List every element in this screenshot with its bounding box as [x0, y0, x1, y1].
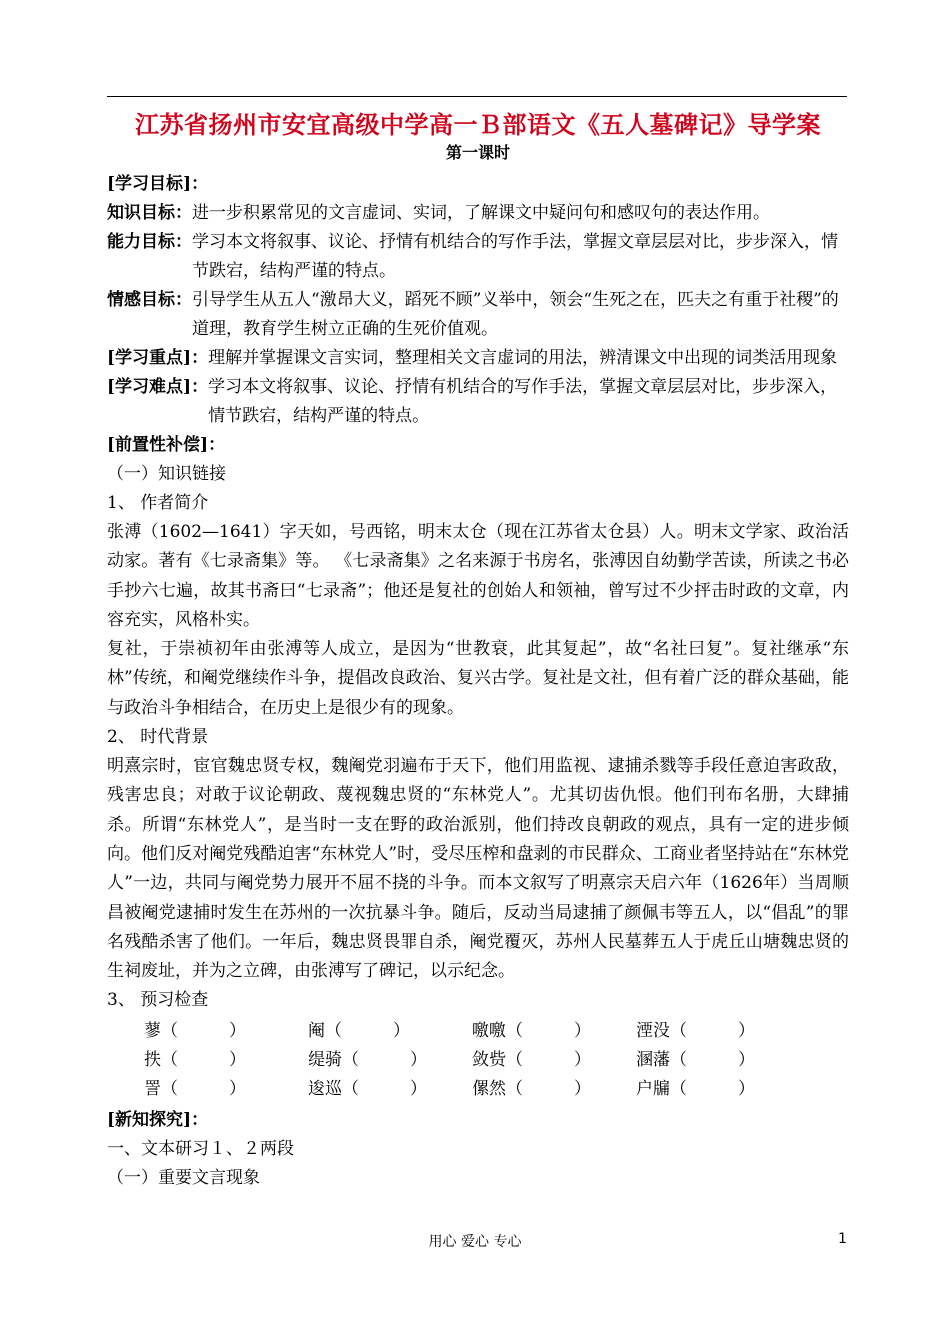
vocab-item: 抶（ ） — [144, 1050, 246, 1071]
difficult-points-text: 学习本文将叙事、议论、抒情有机结合的写作手法，掌握文章层层对比，步步深入，情节跌宕，结构严谨的特点。 — [208, 377, 838, 426]
author-paragraph-1: 张溥（1602—1641）字天如，号西铭，明末太仓（现在江苏省太仓县）人。明末文学家、政治活动家。著有《七录斋集》等。 《七录斋集》之名来源于书房名，张溥因自幼勤学苦读，所读之书必手抄六七遍，故其书斋曰“七录斋”；他还是复社的创始人和领袖，曾写过不少抨击时政的文章，内容充实，风格朴实。 — [107, 522, 849, 630]
objectives-heading: [学习目标]： — [107, 174, 209, 194]
author-heading: 1、 作者简介 — [107, 493, 209, 513]
explore-subsection-1: （一）重要文言现象 — [107, 1168, 260, 1189]
vocab-item: 阉（ ） — [308, 1021, 410, 1042]
difficult-points-label: [学习难点]： — [107, 377, 209, 397]
vocab-item: 湮没（ ） — [636, 1021, 755, 1042]
document-title: 江苏省扬州市安宜高级中学高一Ｂ部语文《五人墓碑记》导学案 — [135, 110, 821, 139]
key-points-label: [学习重点]： — [107, 348, 209, 368]
page-number: 1 — [838, 1231, 847, 1247]
ability-objective-label: 能力目标： — [107, 232, 192, 252]
explore-heading: [新知探究]： — [107, 1110, 209, 1131]
vocab-item: 噭噭（ ） — [472, 1021, 591, 1042]
document-subtitle: 第一课时 — [445, 143, 510, 162]
background-paragraph: 明熹宗时，宦官魏忠贤专权，魏阉党羽遍布于天下，他们用监视、逮捕杀戮等手段任意迫害政敌，残害忠良；对敢于议论朝政、蔑视魏忠贤的“东林党人”。尤其切齿仇恨。他们刊布名册，大肆捕杀。所谓“东林党人”，是当时一支在野的政治派别，他们持改良朝政的观点，具有一定的进步倾向。他们反对阉党残酷迫害“东林党人”时，受尽压榨和盘剥的市民群众、工商业者坚持站在“东林党人”一边，共同与阉党势力展开不屈不挠的斗争。而本文叙写了明熹宗天启六年（1626年）当周顺昌被阉党逮捕时发生在苏州的一次抗暴斗争。随后，反动当局逮捕了颜佩韦等五人，以“倡乱”的罪名残酷杀害了他们。一年后，魏忠贤畏罪自杀，阉党覆灭，苏州人民墓葬五人于虎丘山塘魏忠贤的生祠废址，并为之立碑，由张溥写了碑记，以示纪念。 — [107, 756, 849, 982]
difficult-points — [107, 373, 849, 431]
preview-check-heading: 3、 预习检查 — [107, 990, 209, 1011]
emotion-objective — [107, 286, 849, 344]
author-paragraph-2: 复社，于崇祯初年由张溥等人成立，是因为“世教衰，此其复起”，故“名社曰复”。复社继承“东林”传统，和阉党继续作斗争，提倡改良政治、复兴古学。复社是文社，但有着广泛的群众基础，能与政治斗争相结合，在历史上是很少有的现象。 — [107, 639, 849, 718]
document-page — [107, 108, 849, 1193]
vocab-item: 户牖（ ） — [636, 1079, 755, 1100]
vocab-row — [144, 1017, 849, 1046]
background-heading: 2、 时代背景 — [107, 727, 209, 748]
ability-objective — [107, 228, 849, 286]
vocab-row — [144, 1075, 849, 1104]
knowledge-link-heading: （一）知识链接 — [107, 464, 226, 484]
vocab-item: 敛赀（ ） — [472, 1050, 591, 1071]
key-points — [107, 344, 849, 373]
vocab-item: 詈（ ） — [144, 1079, 246, 1100]
header-rule — [107, 96, 847, 97]
key-points-text: 理解并掌握课文言实词，整理相关文言虚词的用法，辨清课文中出现的词类活用现象 — [208, 348, 838, 368]
emotion-objective-text: 引导学生从五人“激昂大义，蹈死不顾”义举中，领会“生死之在，匹夫之有重于社稷”的道理，教育学生树立正确的生死价值观。 — [192, 290, 839, 339]
vocab-item: 傫然（ ） — [472, 1079, 591, 1100]
emotion-objective-label: 情感目标： — [107, 290, 192, 310]
vocab-row — [144, 1046, 849, 1075]
vocab-item: 缇骑（ ） — [308, 1050, 427, 1071]
knowledge-objective — [107, 199, 849, 228]
vocab-table — [144, 1017, 849, 1104]
vocab-item: 逡巡（ ） — [308, 1079, 427, 1100]
vocab-item: 溷藩（ ） — [636, 1050, 755, 1071]
knowledge-objective-text: 进一步积累常见的文言虚词、实词，了解课文中疑问句和感叹句的表达作用。 — [192, 203, 770, 223]
preview-heading: [前置性补偿]： — [107, 435, 226, 455]
footer-slogan: 用心 爱心 专心 — [428, 1234, 522, 1250]
ability-objective-text: 学习本文将叙事、议论、抒情有机结合的写作手法，掌握文章层层对比，步步深入，情节跌宕，结构严谨的特点。 — [192, 232, 838, 281]
explore-section-1: 一、文本研习１、２两段 — [107, 1139, 294, 1160]
vocab-item: 蓼（ ） — [144, 1021, 246, 1042]
knowledge-objective-label: 知识目标： — [107, 203, 192, 223]
